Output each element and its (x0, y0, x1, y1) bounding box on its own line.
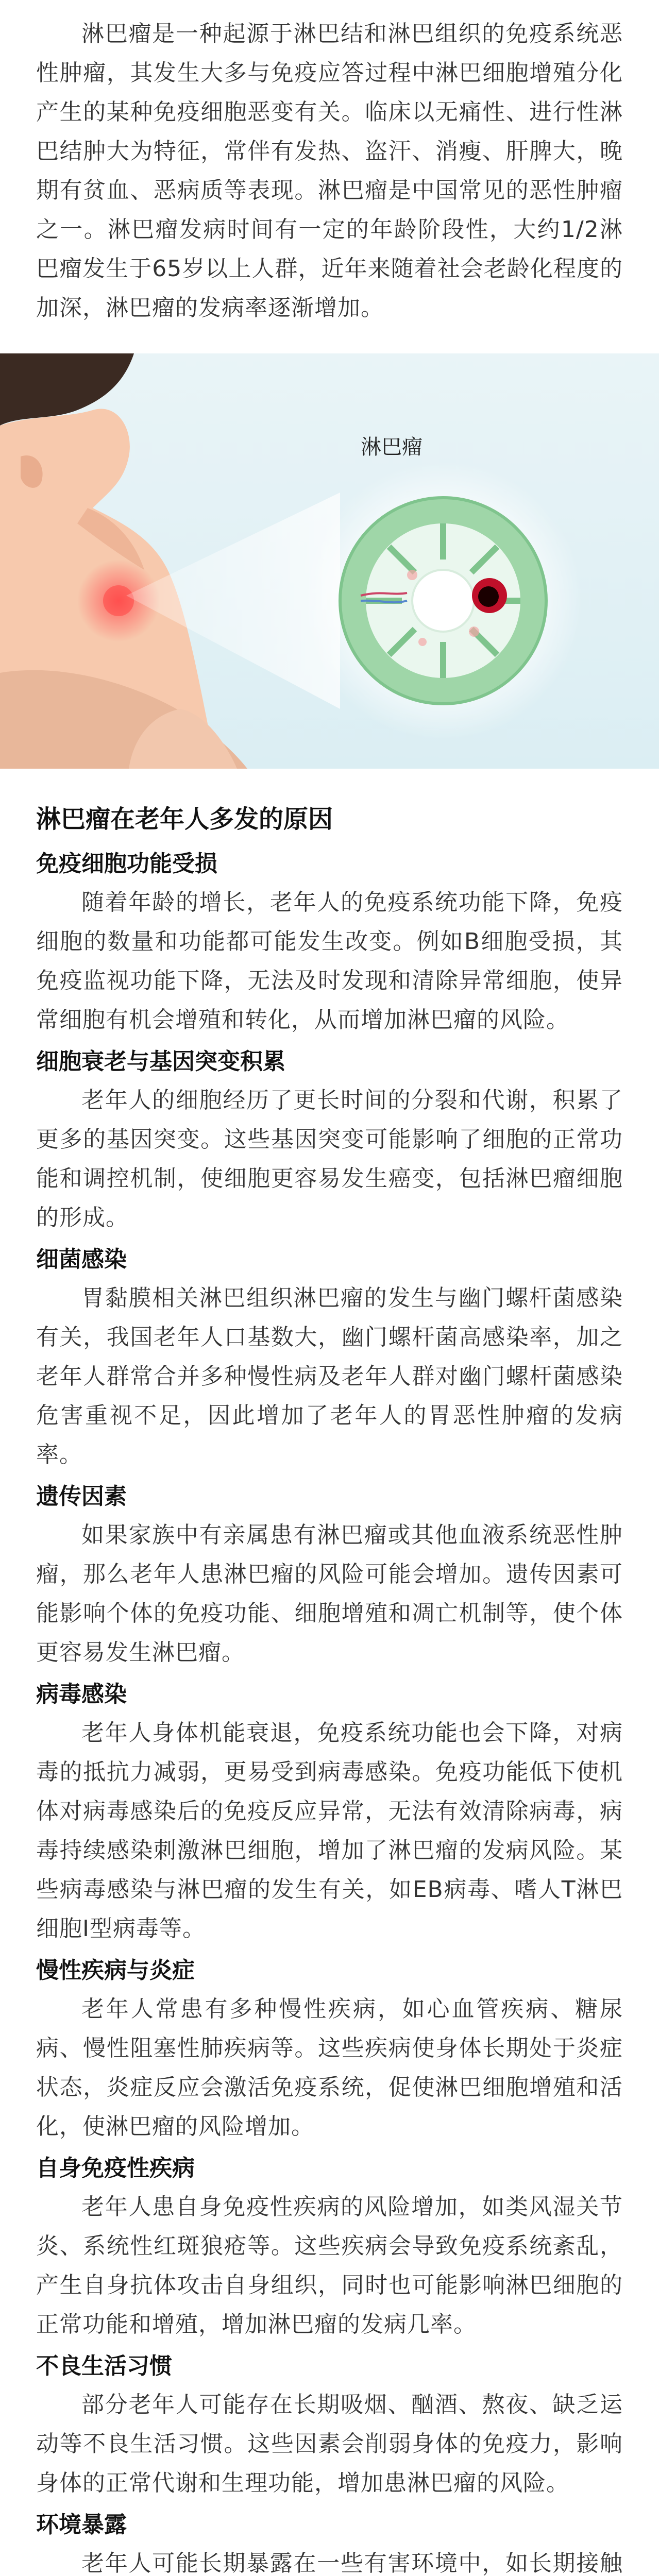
cause-text: 部分老年人可能存在长期吸烟、酗酒、熬夜、缺乏运动等不良生活习惯。这些因素会削弱身体的免疫力，影响身体的正常代谢和生理功能，增加患淋巴瘤的风险。 (36, 2392, 623, 2496)
cause-text: 老年人的细胞经历了更长时间的分裂和代谢，积累了更多的基因突变。这些基因突变可能影响了细胞的正常功能和调控机制，使细胞更容易发生癌变，包括淋巴瘤细胞的形成。 (36, 1087, 623, 1231)
neck-lymph-node-drawing (0, 353, 659, 769)
lymphoma-illustration (0, 353, 659, 769)
cause-environment (36, 2506, 623, 2576)
intro-paragraph: 淋巴瘤是一种起源于淋巴结和淋巴组织的免疫系统恶性肿瘤，其发生大多与免疫应答过程中淋巴细胞增殖分化产生的某种免疫细胞恶变有关。临床以无痛性、进行性淋巴结肿大为特征，常伴有发热、盗汗、消瘦、肝脾大，晚期有贫血、恶病质等表现。淋巴瘤是中国常见的恶性肿瘤之一。淋巴瘤发病时间有一定的年龄阶段性，大约1/2淋巴瘤发生于65岁以上人群，近年来随着社会老龄化程度的加深，淋巴瘤的发病率逐渐增加。 (36, 21, 623, 321)
cause-immune (36, 845, 623, 1040)
cause-title: 细菌感染 (36, 1246, 127, 1273)
cause-text: 如果家族中有亲属患有淋巴瘤或其他血液系统恶性肿瘤，那么老年人患淋巴瘤的风险可能会增加。遗传因素可能影响个体的免疫功能、细胞增殖和凋亡机制等，使个体更容易发生淋巴瘤。 (36, 1522, 623, 1666)
cause-chronic (36, 1952, 623, 2146)
cause-title: 病毒感染 (36, 1681, 127, 1707)
cause-text: 老年人身体机能衰退，免疫系统功能也会下降，对病毒的抵抗力减弱，更易受到病毒感染。免疫功能低下使机体对病毒感染后的免疫反应异常，无法有效清除病毒，病毒持续感染刺激淋巴细胞，增加了淋巴瘤的发病风险。某些病毒感染与淋巴瘤的发生有关，如EB病毒、嗜人T淋巴细胞Ⅰ型病毒等。 (36, 1720, 623, 1942)
section-title: 淋巴瘤在老年人多发的原因 (36, 805, 333, 834)
cause-autoimmune (36, 2149, 623, 2344)
cause-text: 胃黏膜相关淋巴组织淋巴瘤的发生与幽门螺杆菌感染有关，我国老年人口基数大，幽门螺杆菌高感染率，加之老年人群常合并多种慢性病及老年人群对幽门螺杆菌感染危害重视不足，因此增加了老年人的胃恶性肿瘤的发病率。 (36, 1285, 623, 1468)
cause-text: 老年人可能长期暴露在一些有害环境中，如长期接触 (81, 2550, 623, 2576)
cause-title: 环境暴露 (36, 2512, 127, 2538)
cause-text: 老年人常患有多种慢性疾病，如心血管疾病、糖尿病、慢性阻塞性肺疾病等。这些疾病使身体长期处于炎症状态，炎症反应会激活免疫系统，促使淋巴细胞增殖和活化，使淋巴瘤的风险增加。 (36, 1996, 623, 2140)
cause-title: 遗传因素 (36, 1483, 127, 1510)
cause-bacterial (36, 1241, 623, 1475)
cause-title: 自身免疫性疾病 (36, 2155, 195, 2181)
cause-text: 随着年龄的增长，老年人的免疫系统功能下降，免疫细胞的数量和功能都可能发生改变。例如B细胞受损，其免疫监视功能下降，无法及时发现和清除异常细胞，使异常细胞有机会增殖和转化，从而增加淋巴瘤的风险。 (36, 889, 623, 1033)
cause-title: 免疫细胞功能受损 (36, 851, 217, 877)
cause-title: 慢性疾病与炎症 (36, 1957, 195, 1984)
cause-lifestyle (36, 2347, 623, 2503)
cause-genetic (36, 1478, 623, 1672)
cause-text: 老年人患自身免疫性疾病的风险增加，如类风湿关节炎、系统性红斑狼疮等。这些疾病会导致免疫系统紊乱，产生自身抗体攻击自身组织，同时也可能影响淋巴细胞的正常功能和增殖，增加淋巴瘤的发病几率。 (36, 2194, 623, 2337)
cause-viral (36, 1675, 623, 1948)
cause-aging-mutation (36, 1043, 623, 1238)
cause-title: 不良生活习惯 (36, 2353, 172, 2379)
illustration-label: 淋巴瘤 (361, 435, 423, 459)
cause-title: 细胞衰老与基因突变积累 (36, 1048, 285, 1075)
